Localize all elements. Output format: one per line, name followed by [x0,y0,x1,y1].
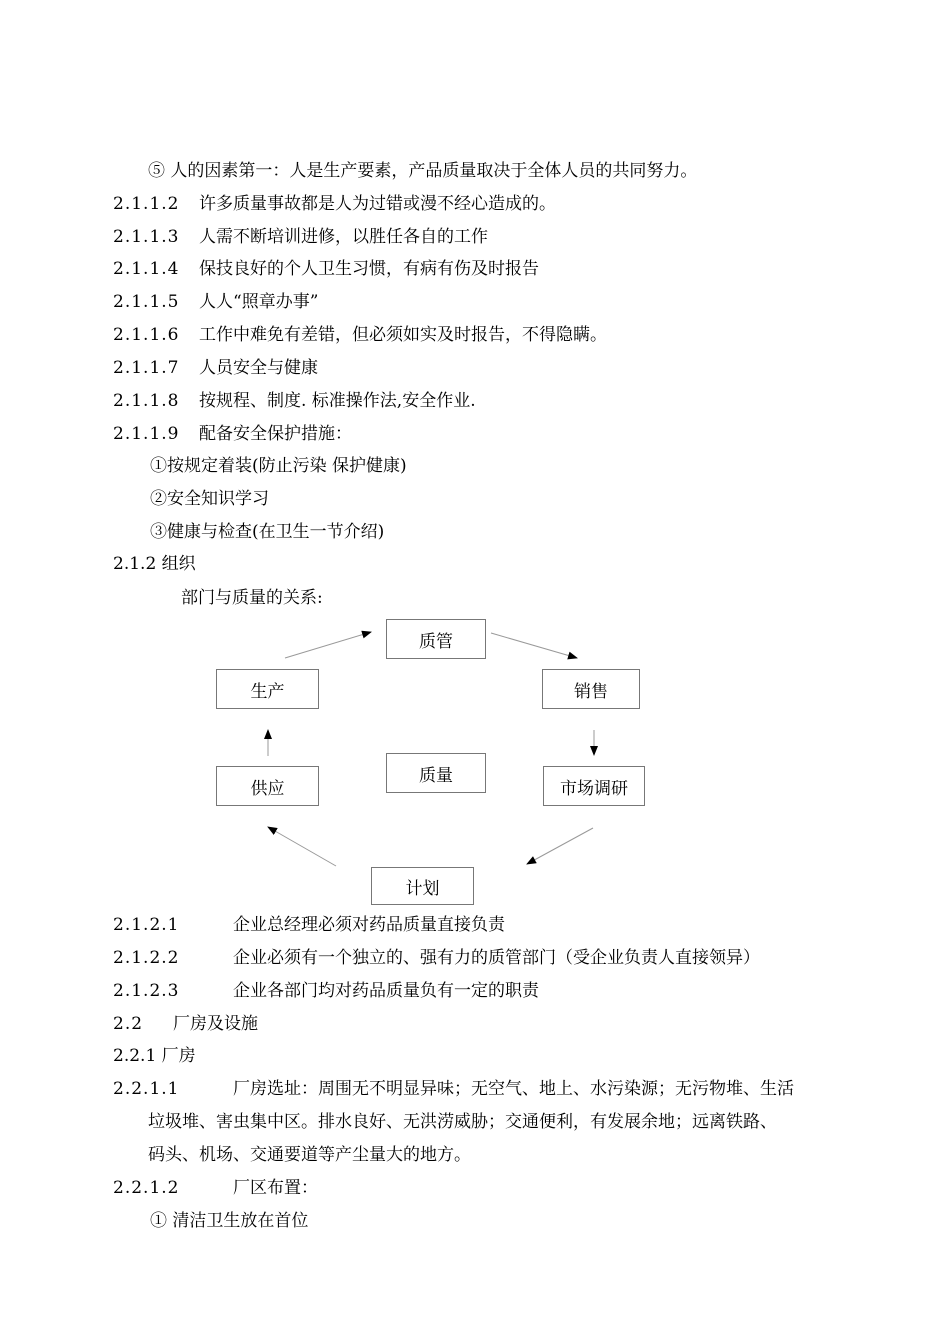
section-number: 2.1.1.9 [113,424,180,444]
section-number: 2.2.1.1 [113,1079,180,1099]
section-line [113,980,539,1002]
section-heading: 2.1.2 组织 [113,554,196,574]
section-number: 2.1.2.3 [113,981,180,1001]
section-number: 2.1.1.5 [113,292,180,312]
section-number: 2.2 [113,1014,144,1034]
section-number: 2.1.1.7 [113,358,180,378]
section-text: 配备安全保护措施： [199,424,352,444]
box-market-research: 市场调研 [543,766,645,806]
arrow-planning-to-supply [268,827,336,866]
section-number: 2.1.1.8 [113,391,180,411]
arrow-market-to-planning [527,828,593,864]
box-supply: 供应 [216,766,319,806]
diagram-caption: 部门与质量的关系: [181,588,323,608]
box-quality: 质量 [386,753,486,793]
section-number: 2.1.1.2 [113,194,180,214]
box-sales: 销售 [542,669,640,709]
section-line [113,1013,258,1035]
section-line [113,947,760,969]
section-number: 2.1.2.2 [113,948,180,968]
section-text: 工作中难免有差错，但必须如实及时报告，不得隐瞒。 [199,325,607,345]
text-line: 垃圾堆、害虫集中区。排水良好、无洪涝威胁；交通便利，有发展余地；远离铁路、 [148,1112,777,1132]
text-line: 码头、机场、交通要道等产尘量大的地方。 [148,1145,471,1165]
section-number: 2.1.1.3 [113,227,180,247]
text-line: ⑤ 人的因素第一：人是生产要素，产品质量取决于全体人员的共同努力。 [148,161,698,181]
section-number: 2.1.1.6 [113,325,180,345]
section-text: 人员安全与健康 [199,358,318,378]
section-line [113,1177,318,1199]
section-number: 2.1.2.1 [113,915,180,935]
section-text: 厂区布置： [233,1178,318,1198]
section-text: 保技良好的个人卫生习惯，有病有伤及时报告 [199,259,539,279]
section-text: 许多质量事故都是人为过错或漫不经心造成的。 [199,194,556,214]
section-text: 人需不断培训进修，以胜任各自的工作 [199,227,488,247]
list-item: ①按规定着装(防止污染 保护健康) [150,456,407,476]
section-line [113,1078,794,1100]
section-number: 2.1.1.4 [113,259,180,279]
box-production: 生产 [216,669,319,709]
section-text: 按规程、制度. 标准操作法,安全作业. [199,391,476,411]
section-text: 企业必须有一个独立的、强有力的质管部门（受企业负责人直接领异） [233,948,760,968]
section-text: 厂房选址：周围无不明显异味；无空气、地上、水污染源；无污物堆、生活 [233,1079,794,1099]
section-text: 人人“照章办事” [199,292,319,312]
section-heading: 2.2.1 厂房 [113,1046,196,1066]
list-item: ③健康与检查(在卫生一节介绍) [150,522,385,542]
list-item: ②安全知识学习 [150,489,269,509]
arrow-production-to-qc [285,632,371,658]
box-planning: 计划 [371,867,474,905]
section-text: 厂房及设施 [173,1014,258,1034]
list-item: ① 清洁卫生放在首位 [150,1211,309,1231]
section-number: 2.2.1.2 [113,1178,180,1198]
section-line [113,914,505,936]
section-text: 企业总经理必须对药品质量直接负责 [233,915,505,935]
box-quality-control: 质管 [386,619,486,659]
arrow-qc-to-sales [491,633,577,658]
section-text: 企业各部门均对药品质量负有一定的职责 [233,981,539,1001]
